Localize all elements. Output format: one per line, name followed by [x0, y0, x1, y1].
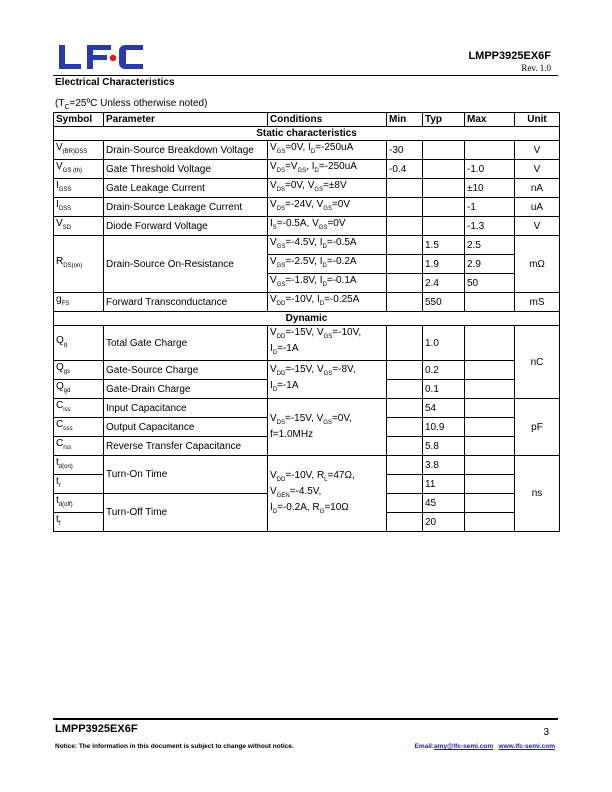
typ-cell: 54 — [423, 399, 465, 418]
min-cell — [387, 198, 423, 217]
table-row — [54, 326, 560, 361]
unit-cell: nA — [515, 179, 560, 198]
symbol-cell: $I_{GSS}$ — [54, 179, 104, 198]
conditions-cell: $V_{DS}=-15V$, $V_{GS}=0V$, f=1.0MHz — [268, 399, 387, 456]
website-link[interactable]: www.lfc-semi.com — [498, 743, 555, 750]
footer-notice: Notice: The information in this document is subject to change without notice. — [55, 743, 294, 750]
typ-cell — [423, 160, 465, 179]
page-number: 3 — [543, 727, 549, 738]
conditions-cell: $V_{GS}=-1.8V$, $I_D=-0.1A$ — [268, 274, 387, 293]
symbol-cell: $V_{(BR)DSS}$ — [54, 141, 104, 160]
company-logo — [57, 43, 145, 71]
min-cell — [387, 513, 423, 532]
typ-cell: 5.8 — [423, 437, 465, 456]
parameter-cell: Reverse Transfer Capacitance — [104, 437, 268, 456]
unit-cell: V — [515, 217, 560, 236]
max-cell — [465, 437, 515, 456]
typ-cell — [423, 198, 465, 217]
unit-cell: V — [515, 160, 560, 179]
conditions-cell: $V_{DD}=-15V$, $V_{GS}=-8V$, $I_D=-1A$ — [268, 361, 387, 399]
conditions-cell: $I_S=-0.5A$, $V_{GS}=0V$ — [268, 217, 387, 236]
conditions-cell: $V_{GS}=0V$, $I_D=-250uA$ — [268, 141, 387, 160]
max-cell — [465, 494, 515, 513]
min-cell — [387, 418, 423, 437]
conditions-cell: $V_{DD}=-15V$, $V_{GS}=-10V$, $I_D=-1A$ — [268, 326, 387, 361]
min-cell — [387, 179, 423, 198]
max-cell — [465, 475, 515, 494]
section-row-static — [54, 127, 560, 141]
table-row — [54, 198, 560, 217]
parameter-cell: Input Capacitance — [104, 399, 268, 418]
max-cell: ±10 — [465, 179, 515, 198]
footer-contact — [415, 743, 556, 750]
header-parameter: Parameter — [104, 113, 268, 127]
max-cell — [465, 361, 515, 380]
header-symbol: Symbol — [54, 113, 104, 127]
typ-cell: 45 — [423, 494, 465, 513]
condition-note: ($T_C=25ºC$ Unless otherwise noted) — [55, 98, 208, 111]
min-cell — [387, 399, 423, 418]
parameter-cell: Gate Leakage Current — [104, 179, 268, 198]
min-cell — [387, 380, 423, 399]
header-unit: Unit — [515, 113, 560, 127]
typ-cell: 1.9 — [423, 255, 465, 274]
header-conditions: Conditions — [268, 113, 387, 127]
parameter-cell: Diode Forward Voltage — [104, 217, 268, 236]
table-row — [54, 456, 560, 475]
conditions-cell: $V_{GS}=-4.5V$, $I_D=-0.5A$ — [268, 236, 387, 255]
symbol-cell: $t_{d(on)}$ — [54, 456, 104, 475]
table-row — [54, 236, 560, 255]
table-row — [54, 141, 560, 160]
header-typ: Typ — [423, 113, 465, 127]
unit-cell: mΩ — [515, 236, 560, 293]
max-cell — [465, 293, 515, 312]
section-title: Electrical Characteristics — [55, 77, 175, 88]
min-cell — [387, 475, 423, 494]
unit-cell: pF — [515, 399, 560, 456]
typ-cell: 3.8 — [423, 456, 465, 475]
email-link[interactable]: amy@lfc-semi.com — [434, 743, 494, 750]
parameter-cell: Forward Transconductance — [104, 293, 268, 312]
max-cell: 2.5 — [465, 236, 515, 255]
typ-cell: 0.1 — [423, 380, 465, 399]
unit-cell: uA — [515, 198, 560, 217]
max-cell: 2.9 — [465, 255, 515, 274]
symbol-cell: $t_{d(off)}$ — [54, 494, 104, 513]
min-cell — [387, 236, 423, 255]
table-row — [54, 293, 560, 312]
unit-cell: V — [515, 141, 560, 160]
header-part-number: LMPP3925EX6F — [468, 50, 551, 62]
min-cell: -0.4 — [387, 160, 423, 179]
min-cell — [387, 456, 423, 475]
symbol-cell: $g_{FS}$ — [54, 293, 104, 312]
conditions-cell: $V_{DS}=0V$, $V_{GS}=\pm 8V$ — [268, 179, 387, 198]
header-max: Max — [465, 113, 515, 127]
min-cell — [387, 217, 423, 236]
typ-cell — [423, 141, 465, 160]
max-cell: -1.0 — [465, 160, 515, 179]
parameter-cell: Gate-Drain Charge — [104, 380, 268, 399]
table-row — [54, 399, 560, 418]
email-label: Email: — [414, 743, 435, 750]
min-cell — [387, 274, 423, 293]
header-min: Min — [387, 113, 423, 127]
conditions-cell: $V_{DS}=-24V$, $V_{GS}=0V$ — [268, 198, 387, 217]
parameter-cell: Turn-On Time — [104, 456, 268, 494]
parameter-cell: Total Gate Charge — [104, 326, 268, 361]
conditions-cell: $V_{DD}=-10V$, $R_L=47\Omega$, $V_{GEN}=-4.5V$, $I_D=-0.2A$, $R_G=10\Omega$ — [268, 456, 387, 532]
symbol-cell: $Q_{gs}$ — [54, 361, 104, 380]
min-cell — [387, 361, 423, 380]
symbol-cell: $C_{rss}$ — [54, 437, 104, 456]
typ-cell: 0.2 — [423, 361, 465, 380]
typ-cell: 1.0 — [423, 326, 465, 361]
revision: Rev. 1.0 — [521, 63, 551, 73]
typ-cell: 11 — [423, 475, 465, 494]
min-cell: -30 — [387, 141, 423, 160]
max-cell: 50 — [465, 274, 515, 293]
header-divider — [53, 75, 558, 76]
max-cell — [465, 326, 515, 361]
max-cell: -1 — [465, 198, 515, 217]
conditions-cell: $V_{DS}=V_{GS}$, $I_D=-250uA$ — [268, 160, 387, 179]
conditions-cell: $V_{GS}=-2.5V$, $I_D=-0.2A$ — [268, 255, 387, 274]
parameter-cell: Turn-Off Time — [104, 494, 268, 532]
parameter-cell: Output Capacitance — [104, 418, 268, 437]
max-cell — [465, 380, 515, 399]
static-section-title: Static characteristics — [54, 127, 560, 141]
parameter-cell: Gate Threshold Voltage — [104, 160, 268, 179]
min-cell — [387, 293, 423, 312]
symbol-cell: $V_{SD}$ — [54, 217, 104, 236]
symbol-cell: $C_{iss}$ — [54, 399, 104, 418]
max-cell — [465, 513, 515, 532]
table-row — [54, 160, 560, 179]
parameter-cell: Drain-Source On-Resistance — [104, 236, 268, 293]
min-cell — [387, 255, 423, 274]
symbol-cell: $R_{DS(on)}$ — [54, 236, 104, 293]
parameter-cell: Gate-Source Charge — [104, 361, 268, 380]
typ-cell: 2.4 — [423, 274, 465, 293]
typ-cell: 550 — [423, 293, 465, 312]
max-cell — [465, 141, 515, 160]
symbol-cell: $Q_{gd}$ — [54, 380, 104, 399]
symbol-cell: $I_{DSS}$ — [54, 198, 104, 217]
min-cell — [387, 437, 423, 456]
typ-cell: 20 — [423, 513, 465, 532]
footer-part-number: LMPP3925EX6F — [55, 723, 138, 735]
symbol-cell: $V_{GS (th)}$ — [54, 160, 104, 179]
symbol-cell: $C_{oss}$ — [54, 418, 104, 437]
min-cell — [387, 494, 423, 513]
section-row-dynamic — [54, 312, 560, 326]
unit-cell: mS — [515, 293, 560, 312]
max-cell — [465, 418, 515, 437]
unit-cell: ns — [515, 456, 560, 532]
min-cell — [387, 326, 423, 361]
table-header-row — [54, 113, 560, 127]
typ-cell — [423, 217, 465, 236]
max-cell — [465, 399, 515, 418]
unit-cell: nC — [515, 326, 560, 399]
symbol-cell: $t_f$ — [54, 513, 104, 532]
max-cell — [465, 456, 515, 475]
parameter-cell: Drain-Source Breakdown Voltage — [104, 141, 268, 160]
electrical-characteristics-table — [53, 112, 560, 532]
conditions-cell: $V_{DD}=-10V$, $I_D=-0.25A$ — [268, 293, 387, 312]
dynamic-section-title: Dynamic — [54, 312, 560, 326]
table-row — [54, 217, 560, 236]
symbol-cell: $Q_g$ — [54, 326, 104, 361]
footer-divider — [53, 718, 558, 720]
typ-cell: 1.5 — [423, 236, 465, 255]
table-row — [54, 179, 560, 198]
parameter-cell: Drain-Source Leakage Current — [104, 198, 268, 217]
table-row — [54, 361, 560, 380]
max-cell: -1.3 — [465, 217, 515, 236]
typ-cell — [423, 179, 465, 198]
symbol-cell: $t_r$ — [54, 475, 104, 494]
typ-cell: 10.9 — [423, 418, 465, 437]
